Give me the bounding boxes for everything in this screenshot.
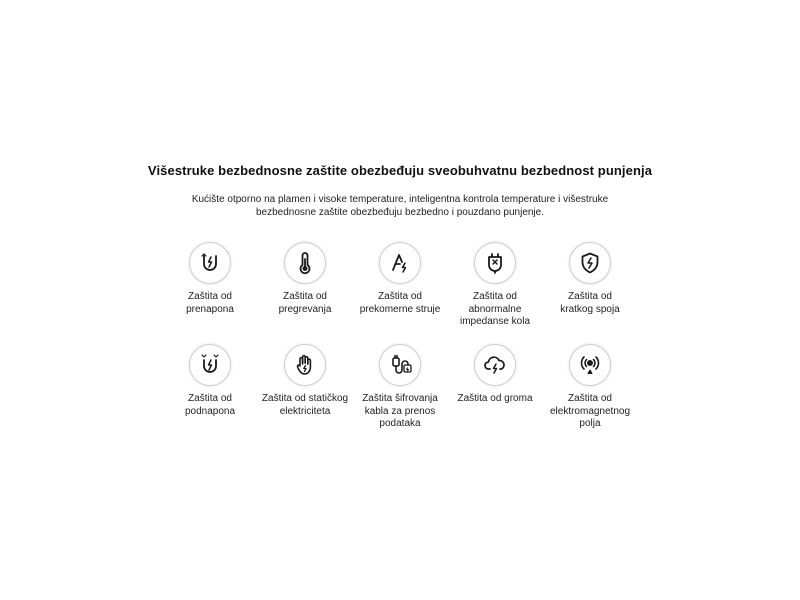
section-description xyxy=(0,193,800,219)
shield-bolt-icon xyxy=(569,242,611,284)
overvoltage-icon xyxy=(189,242,231,284)
overcurrent-icon xyxy=(379,242,421,284)
feature-label: Zaštita od prenapona xyxy=(186,291,234,315)
description-line-1: Kućište otporno na plamen i visoke temperature, inteligentna kontrola temperature i višestruke xyxy=(191,194,609,205)
cloud-lightning-icon xyxy=(474,344,516,386)
feature-electromagnetic xyxy=(530,344,650,431)
feature-label: Zaštita od podnapona xyxy=(184,393,236,417)
thermometer-icon xyxy=(284,242,326,284)
feature-label: Zaštita od kratkog spoja xyxy=(560,291,620,315)
cable-encryption-icon xyxy=(379,344,421,386)
hand-static-icon xyxy=(284,344,326,386)
plug-fault-icon xyxy=(474,242,516,284)
feature-label: Zaštita od groma xyxy=(457,393,533,404)
undervoltage-icon xyxy=(189,344,231,386)
electromagnetic-icon xyxy=(569,344,611,386)
description-line-2: bezbednosne zaštite obezbeđuju bezbedno i pouzdano punjenje. xyxy=(255,207,544,218)
feature-label: Zaštita od pregrevanja xyxy=(278,291,332,315)
feature-label: Zaštita šifrovanja kabla za prenos podataka xyxy=(362,393,438,429)
feature-label: Zaštita od elektromagnetnog polja xyxy=(549,393,631,429)
section-title: Višestruke bezbednosne zaštite obezbeđuju sveobuhvatnu bezbednost punjenja xyxy=(147,163,653,178)
feature-label: Zaštita od statičkog elektriciteta xyxy=(261,393,349,417)
feature-short-circuit xyxy=(530,242,650,316)
feature-label: Zaštita od abnormalne impedanse kola xyxy=(459,291,531,327)
feature-label: Zaštita od prekomerne struje xyxy=(359,291,441,315)
